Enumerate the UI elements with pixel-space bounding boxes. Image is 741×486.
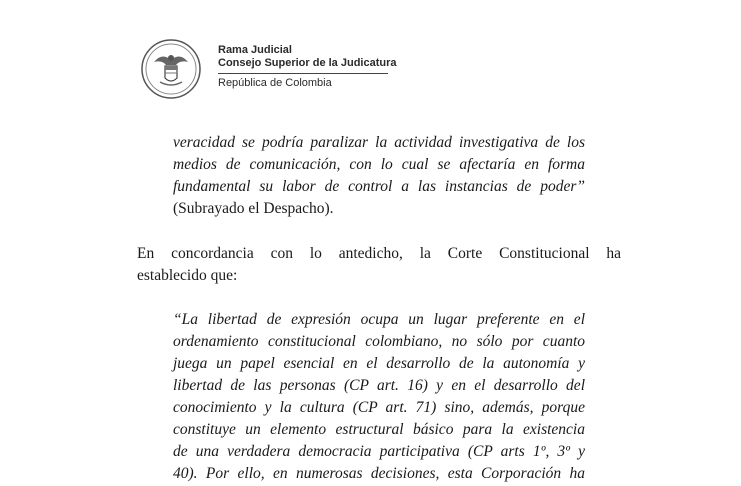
quote2-line: libertad de las personas (CP art. 16) y en el desarrollo del [173,377,585,394]
quote2-line: constituye un elemento estructural básico para la existencia [173,421,585,438]
paragraph-line: En concordancia con lo antedicho, la Corte Constitucional ha [137,245,621,262]
letterhead-text [218,44,397,90]
quote2-line: “La libertad de expresión ocupa un lugar preferente en el [173,311,585,328]
letterhead-line-consejo: Consejo Superior de la Judicatura [218,57,397,69]
quote2-line: conocimiento y la cultura (CP art. 71) sino, además, porque [173,399,585,416]
coat-of-arms-seal-icon [140,38,202,100]
quote1-line: medios de comunicación, con lo cual se afectaría en forma [173,156,585,173]
quote1-note: (Subrayado el Despacho). [173,200,334,217]
quote2-line: juega un papel esencial en el desarrollo de la autonomía y [173,355,585,372]
letterhead [140,38,400,100]
quote1-line: veracidad se podría paralizar la actividad investigativa de los [173,134,585,151]
quote2-line: ordenamiento constitucional colombiano, no sólo por cuanto [173,333,585,350]
quote2-line: 40). Por ello, en numerosas decisiones, esta Corporación ha [173,465,585,482]
quote-block-2 [173,309,585,485]
letterhead-line-republica: República de Colombia [218,77,332,89]
paragraph-line: establecido que: [137,267,238,284]
quote2-line: de una verdadera democracia participativa (CP arts 1º, 3º y [173,443,585,460]
quote-block-1 [173,132,585,220]
body-paragraph [137,243,621,287]
letterhead-divider [218,73,388,74]
quote1-line: fundamental su labor de control a las instancias de poder” [173,178,585,195]
letterhead-line-rama: Rama Judicial [218,44,292,56]
